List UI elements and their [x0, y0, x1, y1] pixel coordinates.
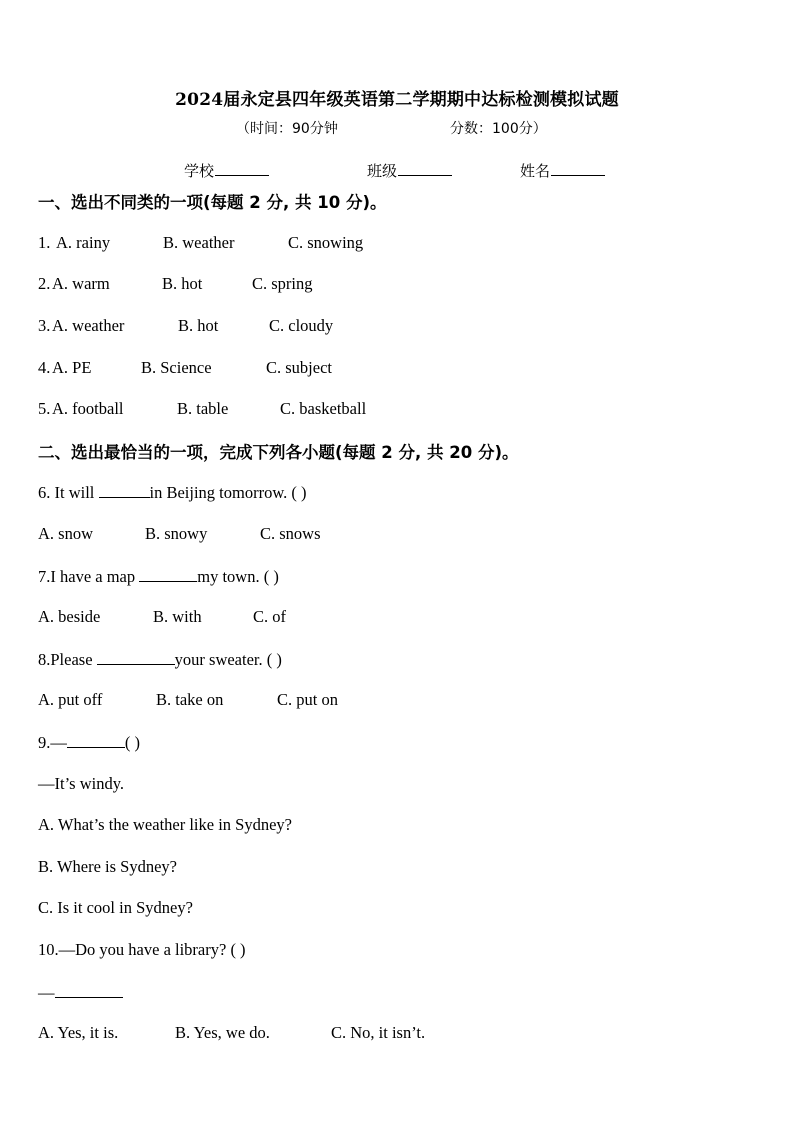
- question-8: [38, 649, 282, 670]
- question-7: [38, 566, 279, 587]
- option-c: C. snows: [260, 524, 321, 543]
- question-text: 9.—: [38, 733, 67, 752]
- option-c: C. basketball: [280, 399, 367, 418]
- section-2-heading: 二、选出最恰当的一项，完成下列各小题(每题 2 分, 共 20 分)。: [38, 443, 519, 462]
- option-a: A. warm: [52, 274, 110, 293]
- answer-blank: [139, 566, 197, 582]
- class-field: [367, 160, 452, 181]
- option-c: C. of: [253, 607, 286, 626]
- question-number: 2.: [38, 274, 51, 293]
- option-c: C. snowing: [288, 233, 364, 252]
- option-a: A. Yes, it is.: [38, 1023, 119, 1042]
- name-label: 姓名: [520, 162, 551, 180]
- question-10-reply: [38, 982, 123, 1003]
- school-blank: [215, 161, 269, 176]
- option-a: A. weather: [52, 316, 125, 335]
- page-title: 2024届永定县四年级英语第二学期期中达标检测模拟试题: [175, 90, 619, 110]
- question-6: [38, 482, 307, 503]
- option-b: B. with: [153, 607, 202, 626]
- option-a: A. put off: [38, 690, 103, 709]
- answer-blank: [55, 982, 123, 998]
- question-9-answer: —It’s windy.: [38, 774, 125, 793]
- answer-blank: [99, 482, 150, 498]
- option-a: A. PE: [52, 358, 92, 377]
- school-label: 学校: [184, 162, 215, 180]
- question-text-end: ( ): [124, 733, 140, 752]
- option-b: B. hot: [162, 274, 203, 293]
- option-c: C. No, it isn’t.: [331, 1023, 426, 1042]
- exam-score: 分数：100分）: [450, 121, 547, 137]
- option-a: A. beside: [38, 607, 101, 626]
- answer-blank: [97, 649, 175, 665]
- question-text-end: your sweater. ( ): [174, 650, 282, 669]
- option-b: B. Science: [141, 358, 212, 377]
- option-c: C. cloudy: [269, 316, 334, 335]
- reply-dash: —: [38, 983, 55, 1002]
- option-b: B. table: [177, 399, 229, 418]
- option-c: C. spring: [252, 274, 313, 293]
- question-number: 5.: [38, 399, 51, 418]
- option-b: B. Where is Sydney?: [38, 857, 178, 876]
- option-a: A. rainy: [56, 233, 111, 252]
- class-label: 班级: [367, 162, 398, 180]
- option-b: B. Yes, we do.: [175, 1023, 270, 1042]
- question-text: 7.I have a map: [38, 567, 140, 586]
- question-text-end: my town. ( ): [197, 567, 279, 586]
- option-a: A. What’s the weather like in Sydney?: [38, 815, 293, 834]
- question-9: [38, 732, 140, 753]
- option-a: A. snow: [38, 524, 94, 543]
- name-blank: [551, 161, 605, 176]
- question-text: 6. It will: [38, 483, 99, 502]
- option-c: C. Is it cool in Sydney?: [38, 898, 193, 917]
- section-1-heading: 一、选出不同类的一项(每题 2 分, 共 10 分)。: [38, 193, 387, 212]
- option-b: B. hot: [178, 316, 219, 335]
- option-c: C. subject: [266, 358, 332, 377]
- option-b: B. weather: [163, 233, 235, 252]
- option-a: A. football: [52, 399, 124, 418]
- question-number: 4.: [38, 358, 51, 377]
- class-blank: [398, 161, 452, 176]
- name-field: [520, 160, 605, 181]
- school-field: [184, 160, 269, 181]
- option-c: C. put on: [277, 690, 338, 709]
- option-b: B. snowy: [145, 524, 208, 543]
- question-text-end: in Beijing tomorrow. ( ): [149, 483, 307, 502]
- answer-blank: [67, 732, 125, 748]
- exam-time: （时间：90分钟: [236, 121, 338, 137]
- option-b: B. take on: [156, 690, 224, 709]
- question-number: 1.: [38, 233, 51, 252]
- question-number: 3.: [38, 316, 51, 335]
- question-10: 10.—Do you have a library? ( ): [38, 940, 246, 959]
- question-text: 8.Please: [38, 650, 97, 669]
